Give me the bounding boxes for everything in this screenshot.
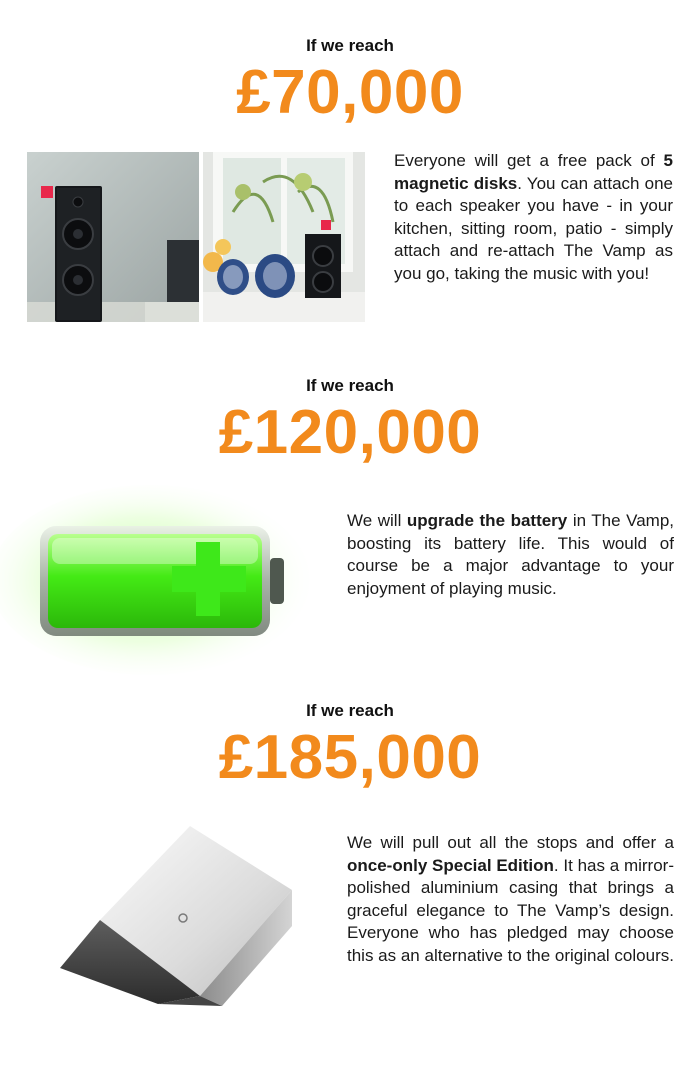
tier1-heading: If we reach <box>306 36 394 55</box>
tier1-description <box>394 150 673 285</box>
tier3-amount: £185,000 <box>218 723 482 792</box>
speaker-window-photo <box>203 152 365 322</box>
tier3-text-pre: We will pull out all the stops and offer a <box>347 833 674 852</box>
tier3-heading: If we reach <box>306 701 394 720</box>
tier1-text-bold: 5 magnetic disks <box>394 151 673 193</box>
battery-plus-icon <box>0 480 320 680</box>
tier2-description <box>347 510 674 600</box>
tier2-text-post: in The Vamp, boosting its battery life. This would of course be a major advantage to your enjoyment of playing music. <box>347 511 675 598</box>
tier3-description <box>347 832 674 967</box>
tier2-text-bold: upgrade the battery <box>406 511 568 530</box>
tier1-amount: £70,000 <box>236 58 464 127</box>
tier1-text-pre: Everyone will get a free pack of <box>394 151 664 170</box>
tier1-text-post: . You can attach one to each speaker you have - in your kitchen, sitting room, patio - simply attach and re-attach The Vamp as you go, taking the music with you! <box>394 173 673 283</box>
tier2-heading: If we reach <box>306 376 394 395</box>
tier3-text-post: . It has a mirror-polished aluminium casing that brings a graceful elegance to The Vamp’s design. Everyone who has pledged may choose this as an alternative to the original colours. <box>347 855 674 965</box>
tier2-amount: £120,000 <box>218 398 482 467</box>
tier2-text-pre: We will <box>347 511 407 530</box>
speaker-wall-photo <box>27 152 199 322</box>
tier3-text-bold: once-only Special Edition <box>347 855 554 875</box>
aluminium-vamp-device <box>60 818 330 1008</box>
